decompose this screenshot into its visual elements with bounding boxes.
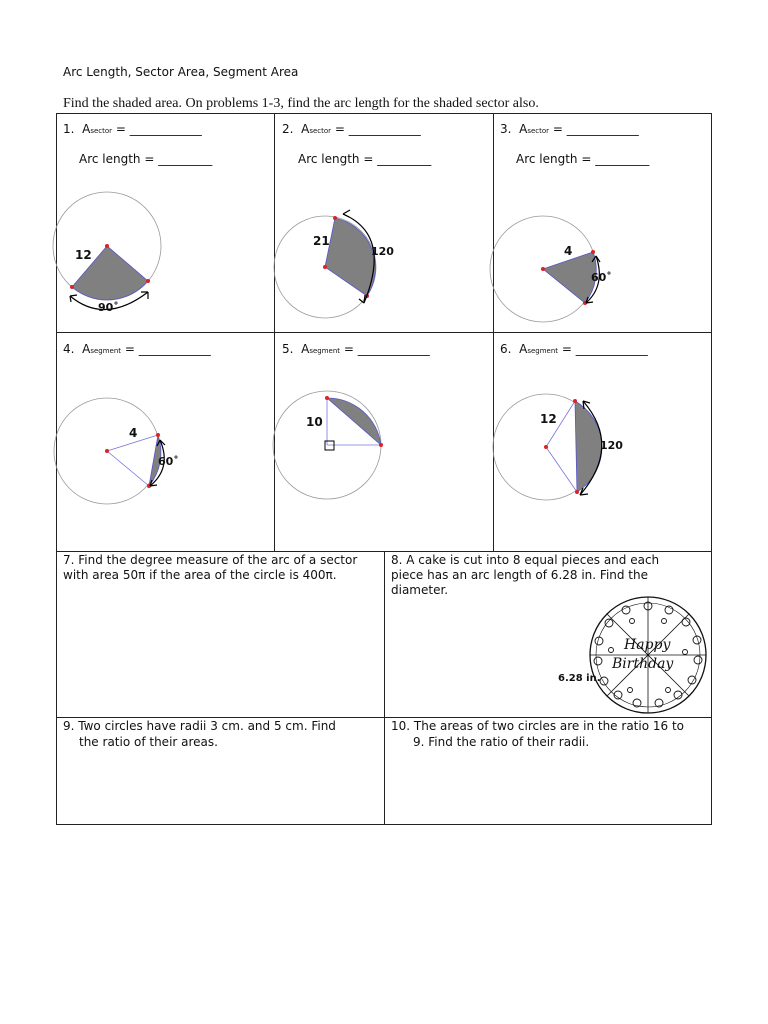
diagram-3-angle-label: 60˚ [591, 271, 612, 284]
problem-8-text: 8. A cake is cut into 8 equal pieces and each piece has an arc length of 6.28 in. Find the diameter. [391, 553, 660, 597]
diagram-4-radius-label: 4 [129, 426, 138, 440]
diagram-4-angle-label: 60˚ [158, 455, 179, 468]
problem-5-area-label: 5. Asegment = ____________ [282, 342, 430, 356]
diagram-3-radius-label: 4 [564, 244, 573, 258]
diagram-2-angle-label: 120 [371, 245, 394, 258]
problem-3-area-label: 3. Asector = ____________ [500, 122, 639, 136]
diagram-1-angle-label: 90˚ [98, 301, 119, 314]
problem-10-line-1: 10. The areas of two circles are in the ratio 16 to [391, 719, 684, 733]
diagram-6-angle-label: 120 [600, 439, 623, 452]
problem-2-arc-label: Arc length = _________ [298, 152, 432, 166]
diagram-2-radius-label: 21 [313, 234, 330, 248]
cake-text-happy: Happy [624, 637, 671, 653]
problem-6-area-label: 6. Asegment = ____________ [500, 342, 648, 356]
worksheet-title: Arc Length, Sector Area, Segment Area [63, 65, 299, 79]
problem-9-line-2: the ratio of their areas. [79, 735, 218, 749]
problem-2-area-label: 2. Asector = ____________ [282, 122, 421, 136]
problem-9-line-1: 9. Two circles have radii 3 cm. and 5 cm. Find [63, 719, 336, 733]
problem-1-area-label: 1. Asector = ____________ [63, 122, 202, 136]
problem-10-line-2: 9. Find the ratio of their radii. [413, 735, 590, 749]
worksheet-instructions: Find the shaded area. On problems 1-3, find the arc length for the shaded sector also. [63, 96, 539, 111]
problem-7-text: 7. Find the degree measure of the arc of a sector with area 50π if the area of the circle is 400π. [63, 553, 358, 582]
cake-arc-label: 6.28 in. [558, 673, 601, 684]
problem-1-arc-label: Arc length = _________ [79, 152, 213, 166]
diagram-1-radius-label: 12 [75, 248, 92, 262]
cake-text-birthday: Birthday [612, 656, 674, 672]
problem-4-area-label: 4. Asegment = ____________ [63, 342, 211, 356]
problem-3-arc-label: Arc length = _________ [516, 152, 650, 166]
diagram-6-radius-label: 12 [540, 412, 557, 426]
diagram-5-radius-label: 10 [306, 415, 323, 429]
